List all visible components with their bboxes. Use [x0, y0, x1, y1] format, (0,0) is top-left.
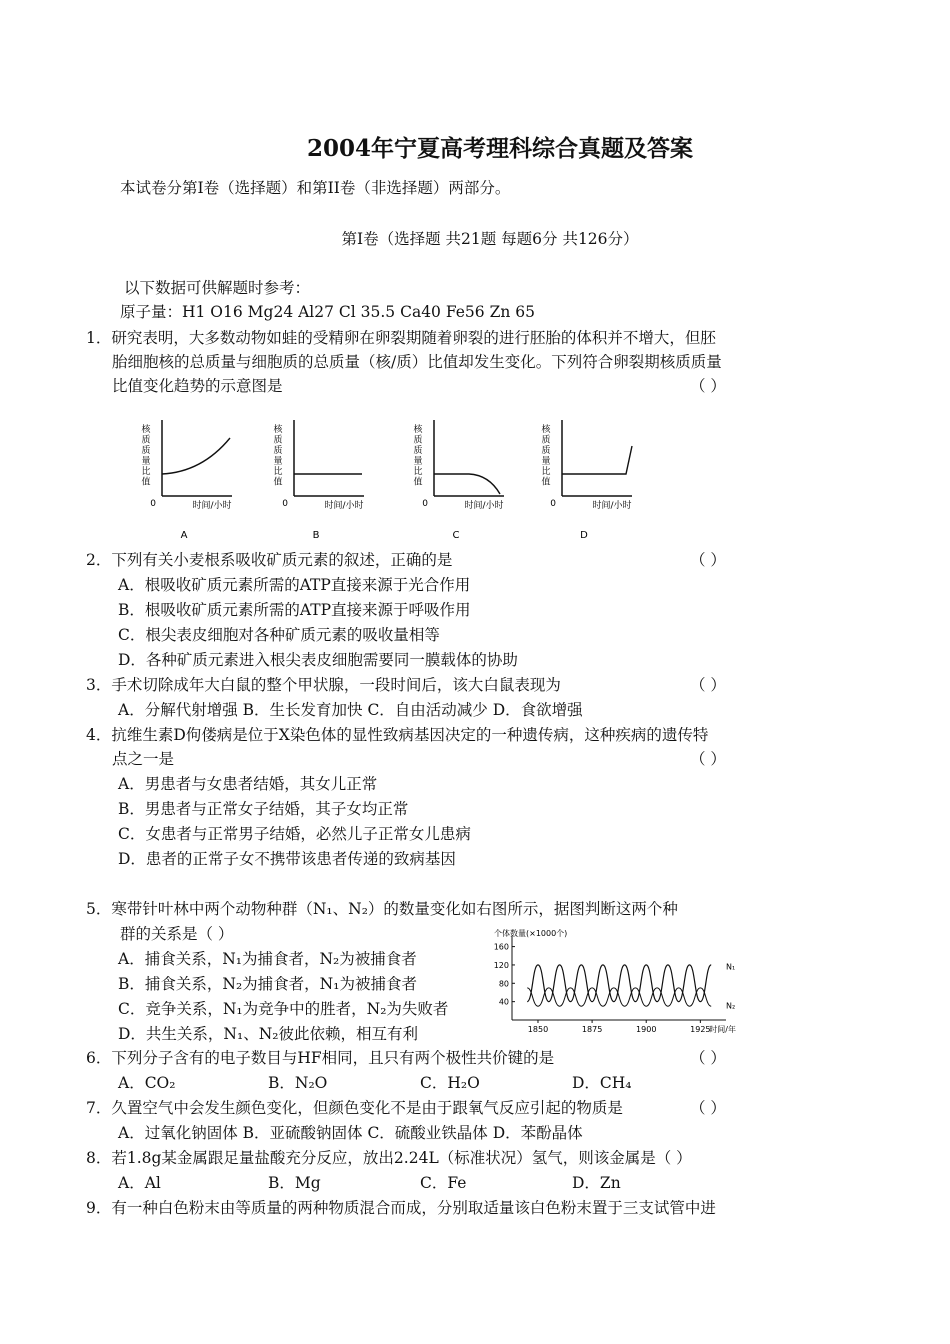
q4-option-c: C．女患者与正常男子结婚，必然儿子正常女儿患病 [118, 825, 471, 843]
graph-A-curve [162, 438, 230, 474]
graph-C-curve [434, 474, 500, 494]
q2-answer-paren: （ ） [690, 551, 726, 569]
q2-stem: 2．下列有关小麦根系吸收矿质元素的叙述，正确的是 [86, 551, 453, 569]
graph-A-ylabel-char: 核 [141, 425, 151, 435]
graph-A-ylabel-char: 量 [141, 456, 151, 467]
graph-A-letter: A [180, 530, 188, 541]
q2-option-d: D．各种矿质元素进入根尖表皮细胞需要同一膜载体的协助 [118, 651, 518, 669]
q8-option-b: B．Mg [268, 1174, 321, 1192]
chart-x-tick-label: 1875 [581, 1025, 603, 1034]
graph-D-ylabel-char: 质 [541, 446, 551, 456]
q8-option-a: A．Al [118, 1174, 161, 1192]
q5-option-a: A．捕食关系，N₁为捕食者，N₂为被捕食者 [118, 950, 417, 968]
q6-answer-paren: （ ） [690, 1049, 726, 1067]
q8-stem: 8．若1.8g某金属跟足量盐酸充分反应，放出2.24L（标准状况）氢气，则该金属是（ ） [86, 1149, 692, 1167]
q5-option-d: D．共生关系，N₁、N₂彼此依赖，相互有利 [118, 1025, 418, 1043]
q5-line2: 群的关系是（ ） [120, 925, 234, 943]
q9-stem: 9．有一种白色粉末由等质量的两种物质混合而成，分别取适量该白色粉末置于三支试管中进 [86, 1199, 716, 1217]
q3-stem: 3．手术切除成年大白鼠的整个甲状腺，一段时间后，该大白鼠表现为 [86, 676, 561, 694]
q1-line2: 胎细胞核的总质量与细胞质的总质量（核/质）比值却发生变化。下列符合卵裂期核质质量 [112, 353, 722, 371]
graph-D-ylabel-char: 核 [541, 425, 551, 435]
q1-answer-paren: （ ） [690, 377, 726, 395]
graph-B-ylabel-char: 量 [273, 456, 283, 467]
graph-B-ylabel-char: 核 [273, 425, 283, 435]
graph-B-ylabel-char: 比 [273, 467, 283, 477]
q4-option-b: B．男患者与正常女子结婚，其子女均正常 [118, 800, 409, 818]
graph-A-origin: 0 [150, 499, 156, 509]
q1-line1: 1．研究表明，大多数动物如蛙的受精卵在卵裂期随着卵裂的进行胚胎的体积并不增大，但胚 [86, 329, 716, 347]
q7-answer-paren: （ ） [690, 1099, 726, 1117]
graph-C-letter: C [452, 530, 460, 541]
graph-B-ylabel-char: 质 [273, 435, 283, 446]
q4-option-d: D．患者的正常子女不携带该患者传递的致病基因 [118, 850, 456, 868]
q4-line1: 4．抗维生素D佝偻病是位于X染色体的显性致病基因决定的一种遗传病，这种疾病的遗传特 [86, 726, 709, 744]
graph-C-origin: 0 [422, 499, 428, 509]
population-chart [490, 926, 740, 1038]
graph-A-ylabel-char: 质 [141, 446, 151, 456]
q3-options: A．分解代射增强 B．生长发育加快 C．自由活动减少 D．食欲增强 [118, 701, 583, 719]
graph-D-letter: D [580, 530, 588, 541]
graph-C-ylabel-char: 核 [413, 425, 423, 435]
q5-line1: 5．寒带针叶林中两个动物种群（N₁、N₂）的数量变化如右图所示，据图判断这两个种 [86, 900, 678, 918]
chart-xlabel: 时间/年 [709, 1025, 736, 1034]
graph-C-ylabel-char: 值 [413, 477, 423, 488]
chart-series-label-2: N₂ [726, 1001, 736, 1011]
q7-stem: 7．久置空气中会发生颜色变化，但颜色变化不是由于跟氧气反应引起的物质是 [86, 1099, 623, 1117]
graph-D-ylabel-char: 质 [541, 435, 551, 446]
q2-option-c: C．根尖表皮细胞对各种矿质元素的吸收量相等 [118, 626, 440, 644]
chart-x-tick-label: 1850 [527, 1025, 549, 1034]
chart-series-line-2 [527, 988, 711, 1006]
q4-option-a: A．男患者与女患者结婚，其女儿正常 [118, 775, 378, 793]
q5-option-c: C．竞争关系，N₁为竞争中的胜者，N₂为失败者 [118, 1000, 449, 1018]
graph-C-ylabel-char: 质 [413, 435, 423, 446]
graph-C-ylabel-char: 量 [413, 456, 423, 467]
q6-option-a: A．CO₂ [118, 1074, 176, 1092]
graph-D-curve [562, 446, 632, 474]
chart-ylabel: 个体数量(×1000个) [494, 929, 568, 938]
graph-D-xlabel: 时间/小时 [592, 501, 632, 511]
graph-B-ylabel-char: 质 [273, 446, 283, 456]
q6-option-d: D．CH₄ [572, 1074, 632, 1092]
graph-B-origin: 0 [282, 499, 288, 509]
q3-answer-paren: （ ） [690, 676, 726, 694]
graph-D-ylabel-char: 值 [541, 477, 551, 488]
graph-D-ylabel-char: 量 [541, 456, 551, 467]
graph-A-xlabel: 时间/小时 [192, 501, 232, 511]
q5-option-b: B．捕食关系，N₂为捕食者，N₁为被捕食者 [118, 975, 417, 993]
graph-D-origin: 0 [550, 499, 556, 509]
q4-line2: 点之一是 [112, 750, 175, 768]
graph-A-ylabel-char: 比 [141, 467, 151, 477]
q6-stem: 6．下列分子含有的电子数目与HF相同，且只有两个极性共价键的是 [86, 1049, 555, 1067]
q4-answer-paren: （ ） [690, 750, 726, 768]
q1-line3: 比值变化趋势的示意图是 [112, 377, 283, 395]
chart-series-label-1: N₁ [726, 962, 736, 972]
chart-y-tick-label: 40 [498, 997, 509, 1007]
q6-option-c: C．H₂O [420, 1074, 480, 1092]
chart-y-tick-label: 80 [498, 979, 509, 989]
graph-A-ylabel-char: 值 [141, 477, 151, 488]
atomic-mass-line: 原子量：H1 O16 Mg24 Al27 Cl 35.5 Ca40 Fe56 Zn 65 [120, 303, 535, 321]
graph-D-ylabel-char: 比 [541, 467, 551, 477]
q7-options: A．过氧化钠固体 B．亚硫酸钠固体 C．硫酸业铁晶体 D．苯酚晶体 [118, 1124, 583, 1142]
reference-data-line: 以下数据可供解题时参考： [124, 279, 311, 297]
graph-C-xlabel: 时间/小时 [464, 501, 504, 511]
graph-A-ylabel-char: 质 [141, 435, 151, 446]
q2-option-a: A．根吸收矿质元素所需的ATP直接来源于光合作用 [118, 576, 471, 594]
chart-y-tick-label: 120 [493, 960, 509, 970]
q2-option-b: B．根吸收矿质元素所需的ATP直接来源于呼吸作用 [118, 601, 471, 619]
q8-option-d: D．Zn [572, 1174, 621, 1192]
graph-B-ylabel-char: 值 [273, 477, 283, 488]
chart-y-tick-label: 160 [493, 942, 509, 952]
graph-C-ylabel-char: 比 [413, 467, 423, 477]
q1-graphs [140, 412, 660, 542]
chart-x-tick-label: 1900 [636, 1025, 657, 1034]
page-title: 2004年宁夏高考理科综合真题及答案 [306, 135, 693, 162]
graph-C-ylabel-char: 质 [413, 446, 423, 456]
q8-option-c: C．Fe [420, 1174, 467, 1192]
graph-B-xlabel: 时间/小时 [324, 501, 364, 511]
q6-option-b: B．N₂O [268, 1074, 328, 1092]
intro-text: 本试卷分第I卷（选择题）和第II卷（非选择题）两部分。 [120, 179, 511, 197]
section-heading: 第I卷（选择题 共21题 每题6分 共126分） [341, 230, 639, 248]
graph-B-letter: B [312, 530, 320, 541]
chart-x-tick-label: 1925 [690, 1025, 711, 1034]
